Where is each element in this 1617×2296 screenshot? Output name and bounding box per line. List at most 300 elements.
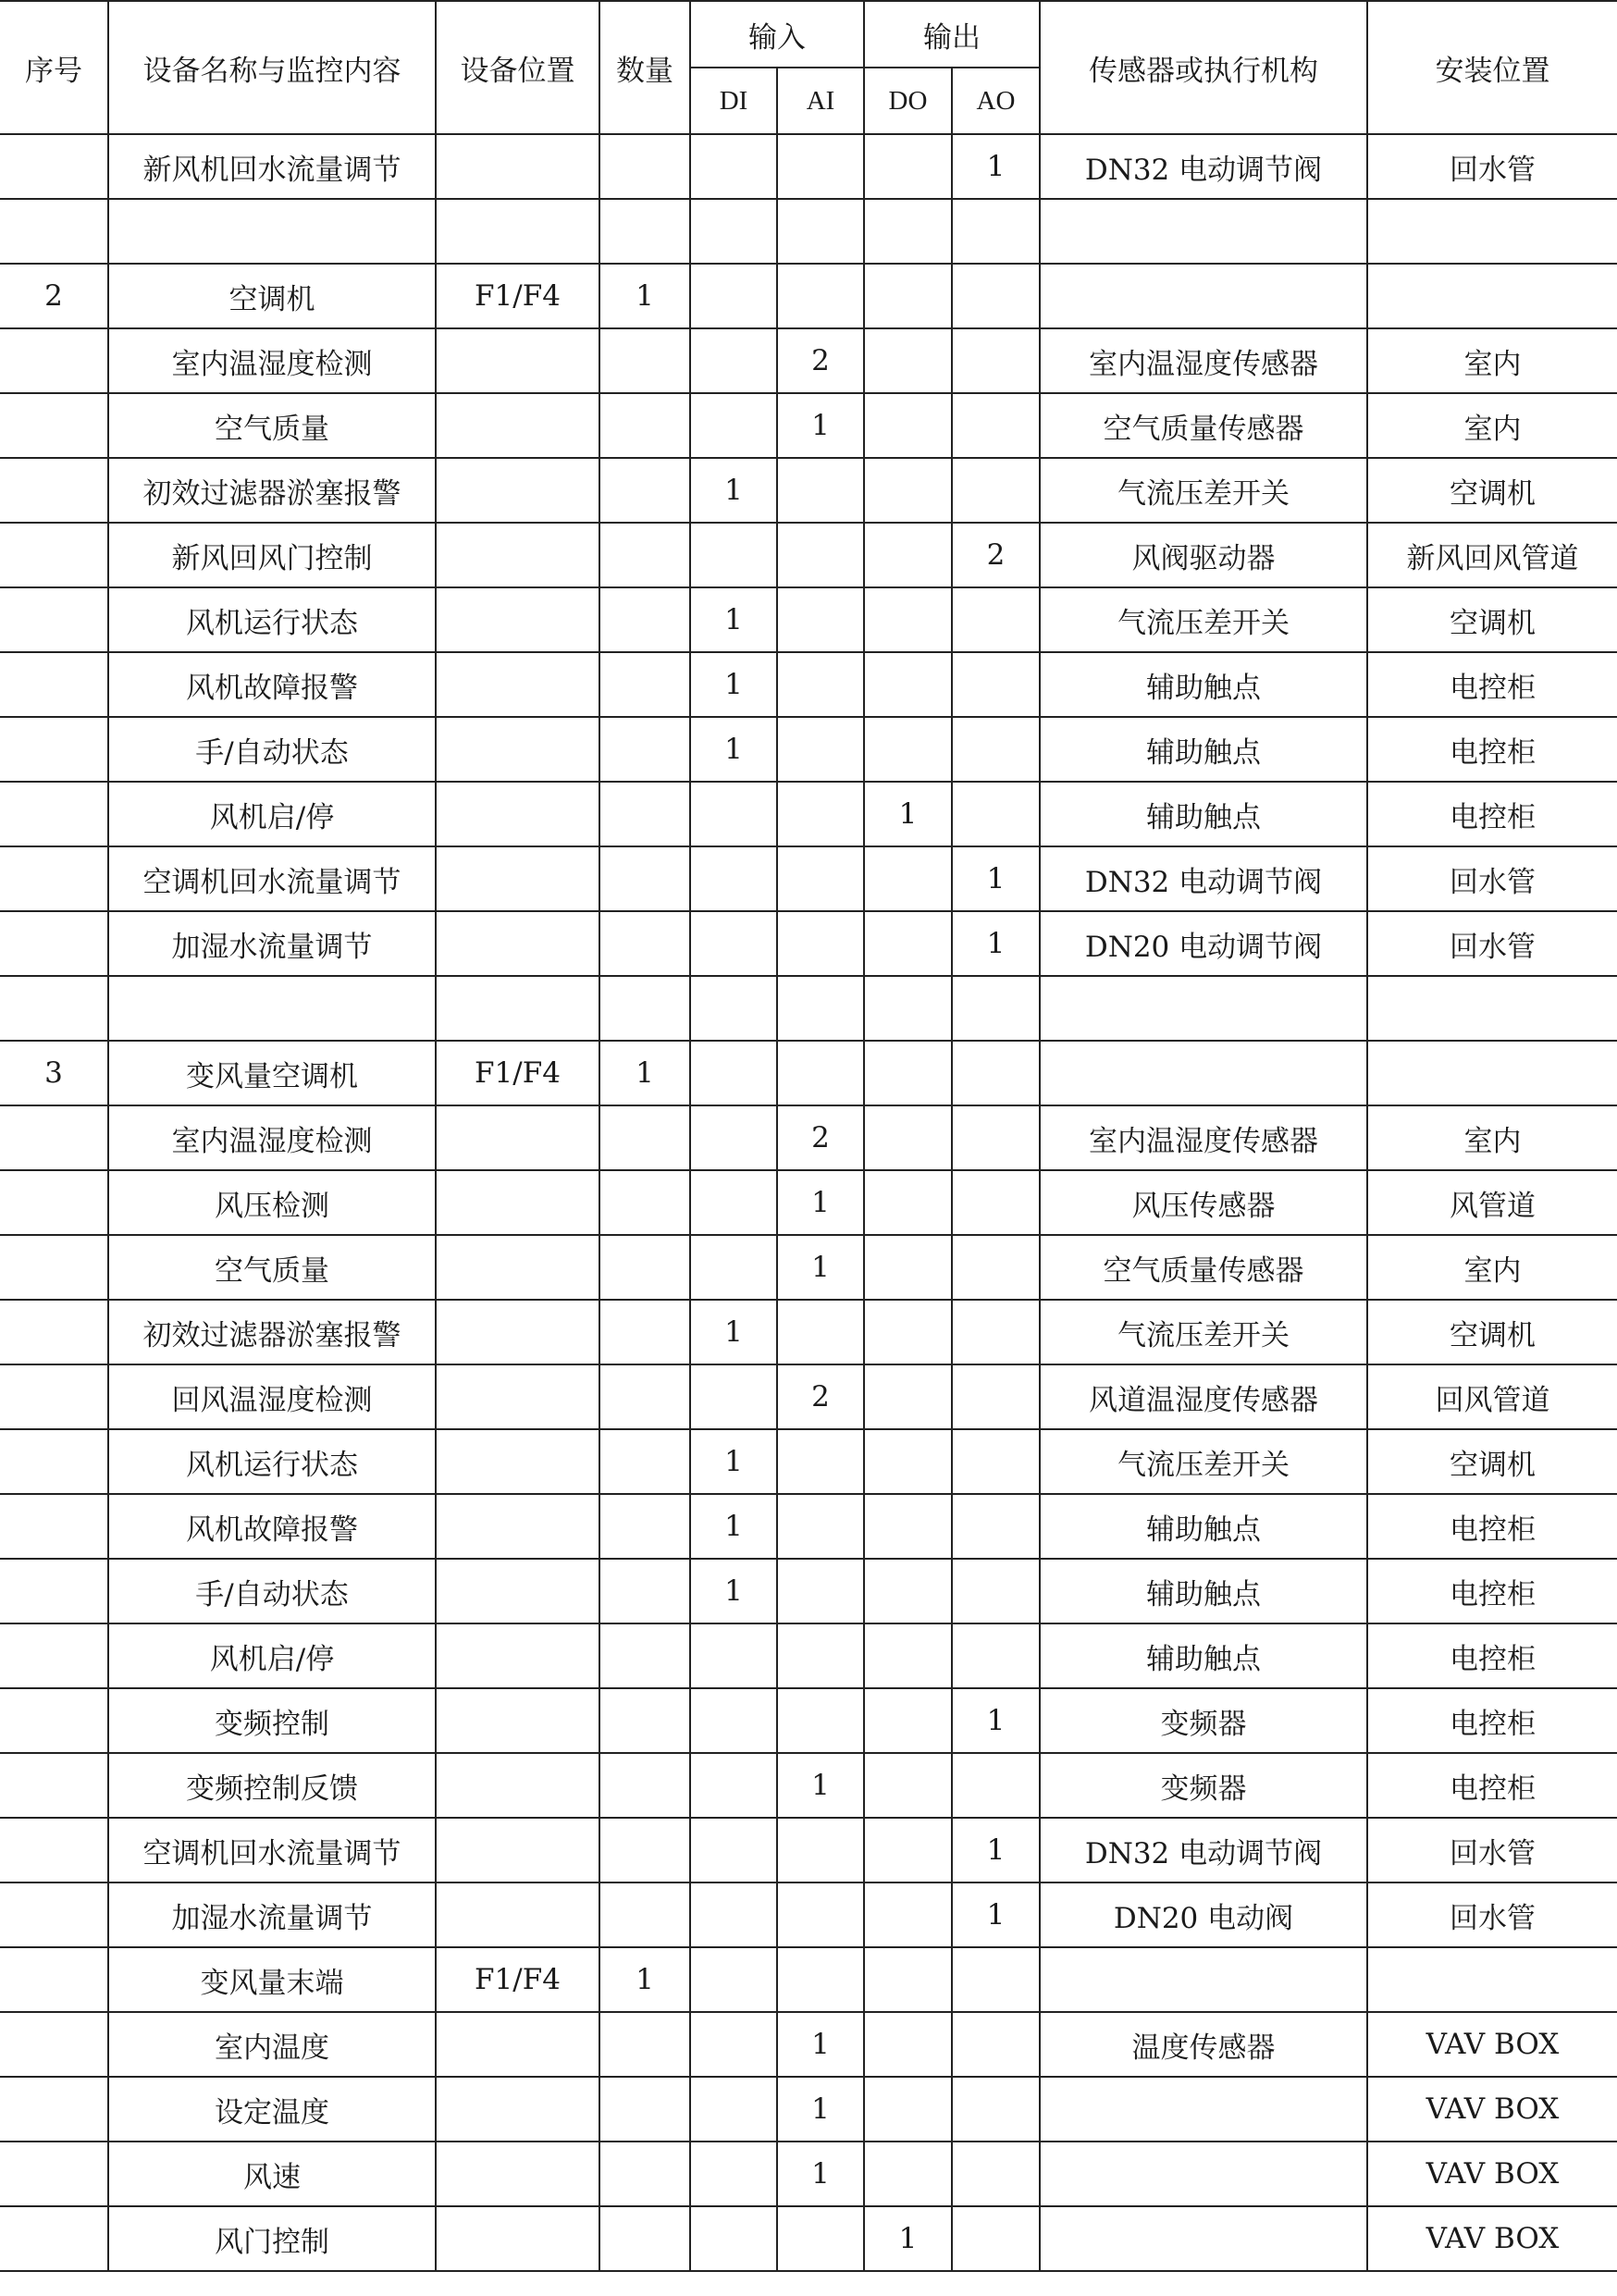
cell-do	[864, 134, 952, 199]
cell-do	[864, 1170, 952, 1235]
cell-di: 1	[690, 652, 777, 717]
cell-location	[436, 523, 599, 587]
cell-ai	[777, 1688, 864, 1753]
cell-sensor: 辅助触点	[1040, 717, 1367, 782]
cell-ao	[952, 264, 1040, 328]
cell-location	[436, 717, 599, 782]
cell-seq	[0, 587, 108, 652]
cell-ai	[777, 782, 864, 846]
cell-install: 电控柜	[1367, 782, 1617, 846]
table-body	[0, 134, 1617, 2271]
cell-qty	[599, 134, 690, 199]
cell-seq	[0, 717, 108, 782]
cell-seq	[0, 1818, 108, 1882]
cell-qty	[599, 393, 690, 458]
cell-qty: 1	[599, 1947, 690, 2012]
cell-location	[436, 2206, 599, 2271]
header-location: 设备位置	[436, 1, 599, 134]
header-output: 输出	[864, 1, 1040, 68]
cell-qty	[599, 2206, 690, 2271]
cell-ai	[777, 134, 864, 199]
cell-seq	[0, 199, 108, 264]
table-row	[0, 652, 1617, 717]
cell-location	[436, 976, 599, 1041]
table-row	[0, 1688, 1617, 1753]
cell-ai: 1	[777, 2077, 864, 2142]
cell-install: 室内	[1367, 1235, 1617, 1300]
cell-qty	[599, 2077, 690, 2142]
cell-ao: 2	[952, 523, 1040, 587]
table-row	[0, 976, 1617, 1041]
cell-di: 1	[690, 1494, 777, 1559]
cell-device-name: 手/自动状态	[108, 717, 436, 782]
cell-device-name: 设定温度	[108, 2077, 436, 2142]
cell-sensor	[1040, 976, 1367, 1041]
cell-ai	[777, 199, 864, 264]
cell-qty	[599, 2142, 690, 2206]
cell-do	[864, 328, 952, 393]
cell-do: 1	[864, 2206, 952, 2271]
cell-seq	[0, 1170, 108, 1235]
cell-device-name: 空调机	[108, 264, 436, 328]
cell-sensor: 风阀驱动器	[1040, 523, 1367, 587]
cell-device-name: 变频控制	[108, 1688, 436, 1753]
cell-ao	[952, 1300, 1040, 1364]
cell-ai: 1	[777, 2012, 864, 2077]
cell-do	[864, 1688, 952, 1753]
cell-location	[436, 1623, 599, 1688]
table-row	[0, 1947, 1617, 2012]
cell-ao: 1	[952, 1882, 1040, 1947]
cell-qty	[599, 2012, 690, 2077]
cell-ai	[777, 2206, 864, 2271]
cell-seq	[0, 1559, 108, 1623]
cell-di	[690, 523, 777, 587]
cell-do	[864, 264, 952, 328]
cell-ao	[952, 199, 1040, 264]
cell-install	[1367, 976, 1617, 1041]
cell-do	[864, 1882, 952, 1947]
cell-install: 电控柜	[1367, 1688, 1617, 1753]
cell-install: 空调机	[1367, 1300, 1617, 1364]
table-row	[0, 1818, 1617, 1882]
cell-di	[690, 2077, 777, 2142]
cell-sensor: 辅助触点	[1040, 1494, 1367, 1559]
cell-di	[690, 264, 777, 328]
cell-location	[436, 1559, 599, 1623]
cell-install: 室内	[1367, 393, 1617, 458]
cell-location	[436, 1753, 599, 1818]
cell-ai	[777, 1818, 864, 1882]
cell-sensor	[1040, 1947, 1367, 2012]
cell-location	[436, 1818, 599, 1882]
cell-ai: 2	[777, 328, 864, 393]
table-row	[0, 1041, 1617, 1105]
cell-ao	[952, 1364, 1040, 1429]
cell-ao	[952, 1753, 1040, 1818]
cell-di	[690, 393, 777, 458]
cell-qty	[599, 1559, 690, 1623]
cell-install	[1367, 199, 1617, 264]
cell-qty	[599, 1235, 690, 1300]
cell-ai: 2	[777, 1105, 864, 1170]
cell-ai	[777, 717, 864, 782]
cell-device-name: 风机启/停	[108, 782, 436, 846]
table-row	[0, 1300, 1617, 1364]
cell-install: 回风管道	[1367, 1364, 1617, 1429]
cell-di: 1	[690, 1300, 777, 1364]
cell-qty	[599, 199, 690, 264]
cell-di	[690, 1041, 777, 1105]
cell-device-name: 手/自动状态	[108, 1559, 436, 1623]
cell-device-name: 风机启/停	[108, 1623, 436, 1688]
cell-install: 电控柜	[1367, 652, 1617, 717]
cell-ai: 1	[777, 1235, 864, 1300]
cell-location	[436, 1170, 599, 1235]
cell-device-name: 初效过滤器淤塞报警	[108, 1300, 436, 1364]
cell-qty	[599, 1494, 690, 1559]
cell-ao: 1	[952, 134, 1040, 199]
cell-do	[864, 523, 952, 587]
cell-device-name: 变风量末端	[108, 1947, 436, 2012]
cell-sensor: DN32 电动调节阀	[1040, 134, 1367, 199]
cell-qty	[599, 1882, 690, 1947]
cell-device-name: 风压检测	[108, 1170, 436, 1235]
cell-do	[864, 1429, 952, 1494]
cell-di	[690, 1364, 777, 1429]
cell-ai: 2	[777, 1364, 864, 1429]
cell-device-name	[108, 199, 436, 264]
cell-do	[864, 2142, 952, 2206]
cell-device-name: 新风回风门控制	[108, 523, 436, 587]
cell-install: 电控柜	[1367, 1623, 1617, 1688]
cell-location	[436, 199, 599, 264]
cell-seq	[0, 1623, 108, 1688]
cell-device-name	[108, 976, 436, 1041]
cell-ai	[777, 523, 864, 587]
cell-qty	[599, 782, 690, 846]
cell-location: F1/F4	[436, 1041, 599, 1105]
cell-ao	[952, 1947, 1040, 2012]
cell-seq	[0, 1753, 108, 1818]
cell-install: 电控柜	[1367, 1559, 1617, 1623]
cell-install: 空调机	[1367, 587, 1617, 652]
cell-seq	[0, 1300, 108, 1364]
table-row	[0, 1559, 1617, 1623]
cell-seq	[0, 523, 108, 587]
cell-sensor: 辅助触点	[1040, 1623, 1367, 1688]
cell-sensor: 气流压差开关	[1040, 587, 1367, 652]
header-seq: 序号	[0, 1, 108, 134]
cell-sensor: DN20 电动阀	[1040, 1882, 1367, 1947]
cell-ao	[952, 1170, 1040, 1235]
cell-do	[864, 2012, 952, 2077]
cell-di	[690, 1947, 777, 2012]
cell-do	[864, 1494, 952, 1559]
cell-location: F1/F4	[436, 1947, 599, 2012]
table-row	[0, 911, 1617, 976]
cell-qty	[599, 1753, 690, 1818]
cell-seq	[0, 1105, 108, 1170]
table-row	[0, 264, 1617, 328]
cell-ao	[952, 2206, 1040, 2271]
cell-seq	[0, 1429, 108, 1494]
cell-device-name: 室内温湿度检测	[108, 328, 436, 393]
cell-di: 1	[690, 1429, 777, 1494]
cell-ao	[952, 458, 1040, 523]
cell-location	[436, 587, 599, 652]
cell-seq	[0, 782, 108, 846]
cell-ai: 1	[777, 393, 864, 458]
table-row	[0, 1170, 1617, 1235]
cell-install: 空调机	[1367, 458, 1617, 523]
cell-do	[864, 1235, 952, 1300]
header-ao: AO	[952, 68, 1040, 134]
cell-seq	[0, 1235, 108, 1300]
cell-qty	[599, 846, 690, 911]
cell-ai	[777, 1300, 864, 1364]
cell-device-name: 风速	[108, 2142, 436, 2206]
cell-location	[436, 1364, 599, 1429]
cell-do	[864, 1105, 952, 1170]
cell-location	[436, 1494, 599, 1559]
cell-ai: 1	[777, 1170, 864, 1235]
cell-qty	[599, 911, 690, 976]
cell-location	[436, 2012, 599, 2077]
cell-seq	[0, 1688, 108, 1753]
cell-ao	[952, 1559, 1040, 1623]
table-row	[0, 782, 1617, 846]
cell-device-name: 变风量空调机	[108, 1041, 436, 1105]
header-do: DO	[864, 68, 952, 134]
cell-seq	[0, 976, 108, 1041]
cell-install: VAV BOX	[1367, 2077, 1617, 2142]
cell-di	[690, 1170, 777, 1235]
cell-ao	[952, 2142, 1040, 2206]
cell-seq: 3	[0, 1041, 108, 1105]
cell-di	[690, 328, 777, 393]
cell-di: 1	[690, 717, 777, 782]
cell-location	[436, 652, 599, 717]
cell-sensor: 辅助触点	[1040, 782, 1367, 846]
cell-do	[864, 717, 952, 782]
cell-ai: 1	[777, 2142, 864, 2206]
cell-ao	[952, 328, 1040, 393]
cell-qty	[599, 587, 690, 652]
cell-install: 风管道	[1367, 1170, 1617, 1235]
cell-location	[436, 782, 599, 846]
cell-install: 室内	[1367, 328, 1617, 393]
cell-di	[690, 1688, 777, 1753]
cell-seq	[0, 1364, 108, 1429]
header-input: 输入	[690, 1, 864, 68]
cell-ao	[952, 1494, 1040, 1559]
cell-ai	[777, 1041, 864, 1105]
cell-di	[690, 199, 777, 264]
cell-seq	[0, 2077, 108, 2142]
cell-do	[864, 458, 952, 523]
cell-ai	[777, 1882, 864, 1947]
cell-ao	[952, 2077, 1040, 2142]
cell-do	[864, 393, 952, 458]
cell-ao: 1	[952, 846, 1040, 911]
cell-location	[436, 1300, 599, 1364]
cell-ai	[777, 911, 864, 976]
cell-device-name: 初效过滤器淤塞报警	[108, 458, 436, 523]
cell-device-name: 风门控制	[108, 2206, 436, 2271]
cell-location	[436, 328, 599, 393]
cell-ao	[952, 976, 1040, 1041]
table-header	[0, 1, 1617, 134]
cell-qty	[599, 1623, 690, 1688]
cell-sensor: 室内温湿度传感器	[1040, 1105, 1367, 1170]
cell-di: 1	[690, 587, 777, 652]
table-row	[0, 199, 1617, 264]
cell-sensor: 风道温湿度传感器	[1040, 1364, 1367, 1429]
table-row	[0, 1753, 1617, 1818]
cell-ao: 1	[952, 1688, 1040, 1753]
cell-ai	[777, 1623, 864, 1688]
cell-install: 空调机	[1367, 1429, 1617, 1494]
cell-install: VAV BOX	[1367, 2206, 1617, 2271]
header-install: 安装位置	[1367, 1, 1617, 134]
cell-sensor: 气流压差开关	[1040, 458, 1367, 523]
cell-qty	[599, 1364, 690, 1429]
cell-device-name: 空气质量	[108, 393, 436, 458]
cell-sensor: 气流压差开关	[1040, 1429, 1367, 1494]
cell-location	[436, 393, 599, 458]
cell-seq	[0, 2206, 108, 2271]
cell-location	[436, 458, 599, 523]
header-ai: AI	[777, 68, 864, 134]
cell-install: 回水管	[1367, 1818, 1617, 1882]
table-row	[0, 2012, 1617, 2077]
cell-seq	[0, 134, 108, 199]
cell-install: VAV BOX	[1367, 2012, 1617, 2077]
cell-sensor	[1040, 2077, 1367, 2142]
cell-do	[864, 846, 952, 911]
cell-do	[864, 587, 952, 652]
header-sensor: 传感器或执行机构	[1040, 1, 1367, 134]
cell-di	[690, 1753, 777, 1818]
cell-ao	[952, 1429, 1040, 1494]
cell-seq	[0, 328, 108, 393]
cell-qty	[599, 717, 690, 782]
cell-device-name: 新风机回水流量调节	[108, 134, 436, 199]
cell-install: 电控柜	[1367, 1494, 1617, 1559]
cell-qty: 1	[599, 1041, 690, 1105]
cell-device-name: 室内温湿度检测	[108, 1105, 436, 1170]
cell-seq	[0, 1947, 108, 2012]
cell-ao: 1	[952, 1818, 1040, 1882]
cell-qty: 1	[599, 264, 690, 328]
cell-install: 室内	[1367, 1105, 1617, 1170]
cell-di	[690, 1235, 777, 1300]
cell-sensor: 气流压差开关	[1040, 1300, 1367, 1364]
cell-location	[436, 1688, 599, 1753]
cell-location	[436, 846, 599, 911]
cell-qty	[599, 976, 690, 1041]
cell-install: 电控柜	[1367, 717, 1617, 782]
cell-sensor: 辅助触点	[1040, 652, 1367, 717]
cell-ao	[952, 1623, 1040, 1688]
cell-ao	[952, 782, 1040, 846]
cell-qty	[599, 1818, 690, 1882]
cell-di	[690, 1818, 777, 1882]
cell-device-name: 风机故障报警	[108, 1494, 436, 1559]
cell-seq	[0, 1494, 108, 1559]
cell-di	[690, 911, 777, 976]
cell-ai	[777, 264, 864, 328]
cell-do	[864, 652, 952, 717]
cell-device-name: 室内温度	[108, 2012, 436, 2077]
cell-ai	[777, 458, 864, 523]
cell-di	[690, 782, 777, 846]
cell-sensor: 风压传感器	[1040, 1170, 1367, 1235]
cell-seq	[0, 2012, 108, 2077]
cell-sensor	[1040, 264, 1367, 328]
cell-seq: 2	[0, 264, 108, 328]
cell-install	[1367, 1947, 1617, 2012]
table-row	[0, 328, 1617, 393]
cell-sensor: DN32 电动调节阀	[1040, 1818, 1367, 1882]
table-row	[0, 1623, 1617, 1688]
cell-ao	[952, 393, 1040, 458]
cell-ai	[777, 1947, 864, 2012]
cell-sensor: 辅助触点	[1040, 1559, 1367, 1623]
cell-seq	[0, 1882, 108, 1947]
cell-location	[436, 1882, 599, 1947]
cell-device-name: 变频控制反馈	[108, 1753, 436, 1818]
cell-di	[690, 2142, 777, 2206]
cell-ao: 1	[952, 911, 1040, 976]
cell-device-name: 加湿水流量调节	[108, 1882, 436, 1947]
cell-do	[864, 1559, 952, 1623]
cell-di	[690, 846, 777, 911]
cell-do	[864, 1041, 952, 1105]
cell-ai: 1	[777, 1753, 864, 1818]
cell-ai	[777, 976, 864, 1041]
table-row	[0, 2206, 1617, 2271]
cell-sensor: 空气质量传感器	[1040, 1235, 1367, 1300]
cell-ao	[952, 587, 1040, 652]
cell-seq	[0, 846, 108, 911]
cell-di	[690, 2012, 777, 2077]
table-row	[0, 1429, 1617, 1494]
cell-install: 回水管	[1367, 846, 1617, 911]
cell-qty	[599, 328, 690, 393]
cell-qty	[599, 1105, 690, 1170]
cell-install: 回水管	[1367, 911, 1617, 976]
cell-install: 新风回风管道	[1367, 523, 1617, 587]
cell-device-name: 空调机回水流量调节	[108, 1818, 436, 1882]
cell-di	[690, 134, 777, 199]
table-row	[0, 846, 1617, 911]
cell-ao	[952, 2012, 1040, 2077]
cell-qty	[599, 652, 690, 717]
table-row	[0, 458, 1617, 523]
cell-ai	[777, 1429, 864, 1494]
cell-ao	[952, 1105, 1040, 1170]
cell-do	[864, 976, 952, 1041]
cell-seq	[0, 458, 108, 523]
cell-location	[436, 1105, 599, 1170]
cell-sensor: DN20 电动调节阀	[1040, 911, 1367, 976]
cell-device-name: 空气质量	[108, 1235, 436, 1300]
table-row	[0, 1364, 1617, 1429]
table-row	[0, 1882, 1617, 1947]
cell-install	[1367, 264, 1617, 328]
